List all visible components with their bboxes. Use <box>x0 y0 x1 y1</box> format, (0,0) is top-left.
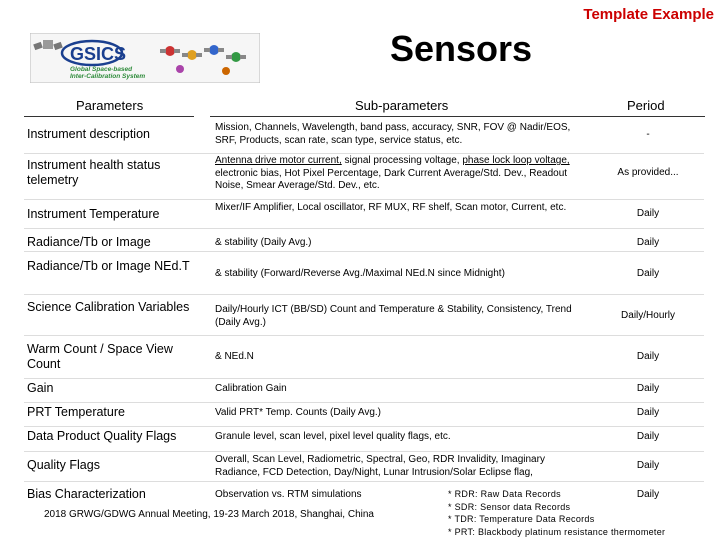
row-period: Daily <box>636 208 660 219</box>
row-parameter: Instrument Temperature <box>27 207 160 221</box>
sub-underlined-2: phase lock loop voltage, <box>462 155 570 166</box>
row-sub-parameters: Granule level, scan level, pixel level quality flags, etc. <box>215 431 451 442</box>
row-sub-parameters: & stability (Daily Avg.) <box>215 237 312 248</box>
logo-subtitle-1: Global Space-based <box>70 66 133 73</box>
sub-plain-1: signal processing voltage, <box>341 155 463 166</box>
row-parameter: Bias Characterization <box>27 487 146 501</box>
footnotes <box>448 488 665 538</box>
sub-underlined-1: Antenna drive motor current, <box>215 155 342 166</box>
row-sub-parameters: Overall, Scan Level, Radiometric, Spectral, Geo, RDR Invalidity, Imaginary Radiance, FCD Detection, Day/Night, Lunar Intrusion/Solar Eclipse flag, <box>215 454 545 478</box>
row-parameter: PRT Temperature <box>27 405 125 419</box>
row-parameter: Radiance/Tb or Image <box>27 235 151 249</box>
row-sub-parameters: Mixer/IF Amplifier, Local oscillator, RF MUX, RF shelf, Scan motor, Current, etc. <box>215 202 567 213</box>
row-parameter: Gain <box>27 381 54 395</box>
row-parameter: Radiance/Tb or Image NEd.T <box>27 259 190 273</box>
row-parameter: Instrument health status telemetry <box>27 158 161 187</box>
row-period: Daily <box>636 268 660 279</box>
row-divider <box>24 251 704 252</box>
row-sub-parameters: Valid PRT* Temp. Counts (Daily Avg.) <box>215 407 381 418</box>
row-period: Daily <box>636 383 660 394</box>
footnote: * RDR: Raw Data Records <box>448 489 561 499</box>
template-label: Template Example <box>583 6 714 23</box>
row-divider <box>24 199 704 200</box>
header-rule-sub-parameters <box>210 116 705 117</box>
row-divider <box>24 451 704 452</box>
row-divider <box>24 481 704 482</box>
row-period: Daily <box>636 351 660 362</box>
header-rule-parameters <box>24 116 194 117</box>
column-header-sub-parameters: Sub-parameters <box>355 98 449 113</box>
row-period: As provided... <box>617 167 679 178</box>
row-sub-parameters: & NEd.N <box>215 351 254 362</box>
row-divider <box>24 426 704 427</box>
row-sub-parameters <box>215 155 585 193</box>
row-sub-parameters: Daily/Hourly ICT (BB/SD) Count and Temperature & Stability, Consistency, Trend (Daily Avg.) <box>215 304 572 328</box>
column-header-parameters: Parameters <box>76 98 144 113</box>
footnote: * PRT: Blackbody platinum resistance thermometer <box>448 526 666 537</box>
row-period: Daily <box>636 431 660 442</box>
row-parameter: Instrument description <box>27 127 150 141</box>
row-period: Daily <box>636 237 660 248</box>
row-divider <box>24 294 704 295</box>
row-divider <box>24 153 704 154</box>
row-period: Daily <box>636 460 660 471</box>
row-divider <box>24 402 704 403</box>
page-title: Sensors <box>390 28 533 69</box>
footnote: * SDR: Sensor data Records <box>448 501 571 512</box>
row-sub-parameters: Mission, Channels, Wavelength, band pass, accuracy, SNR, FOV @ Nadir/EOS, SRF, Products, scan rate, scan type, service status, etc. <box>215 122 571 146</box>
row-parameter: Warm Count / Space View Count <box>27 342 173 371</box>
sub-plain-2: electronic bias, Hot Pixel Percentage, Dark Current Average/Std. Dev., Readout Noise, Smear Average/Std. Dev., etc. <box>215 167 568 191</box>
row-divider <box>24 378 704 379</box>
row-period: Daily <box>636 407 660 418</box>
row-parameter: Quality Flags <box>27 458 100 472</box>
row-period: Daily/Hourly <box>621 310 675 321</box>
row-parameter: Data Product Quality Flags <box>27 429 177 443</box>
row-sub-parameters: & stability (Forward/Reverse Avg./Maximal NEd.N since Midnight) <box>215 268 505 279</box>
row-divider <box>24 228 704 229</box>
gsics-logo <box>30 33 260 83</box>
logo-name: GSICS <box>70 44 127 64</box>
row-parameter: Science Calibration Variables <box>27 300 190 314</box>
gsics-logo-graphic <box>30 33 260 83</box>
row-period: - <box>646 129 650 140</box>
meeting-footer: 2018 GRWG/GDWG Annual Meeting, 19-23 March 2018, Shanghai, China <box>44 509 374 520</box>
row-sub-parameters: Calibration Gain <box>215 383 287 394</box>
logo-subtitle-2: Inter-Calibration System <box>70 73 146 80</box>
footnote: * TDR: Temperature Data Records <box>448 514 595 524</box>
row-sub-parameters: Observation vs. RTM simulations <box>215 489 362 500</box>
column-header-period: Period <box>627 98 665 113</box>
row-period: Daily <box>636 489 660 500</box>
row-divider <box>24 335 704 336</box>
